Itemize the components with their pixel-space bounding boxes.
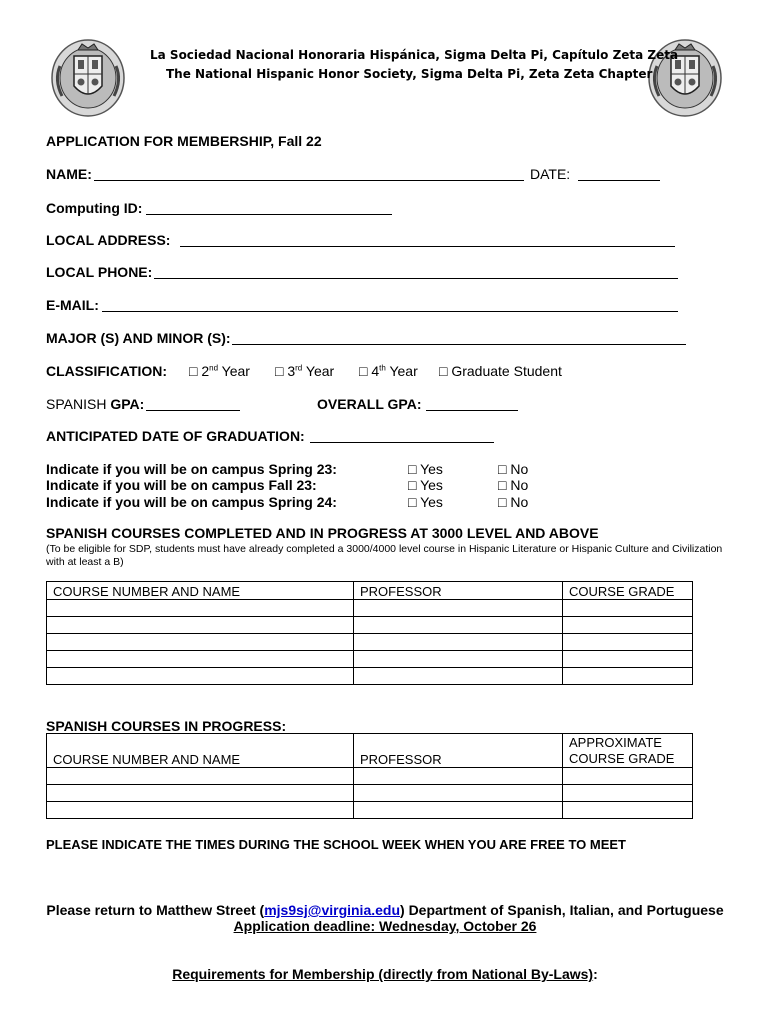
- table-cell[interactable]: [47, 802, 354, 819]
- classification-2nd-year-checkbox[interactable]: □ 2nd Year: [189, 363, 250, 379]
- column-header: [563, 734, 693, 768]
- table-row: [47, 668, 693, 685]
- table-cell[interactable]: [563, 617, 693, 634]
- completed-courses-note: (To be eligible for SDP, students must have already completed a 3000/4000 level course in Hispanic Literature or Hispanic Culture and Civilization with at least a B): [46, 543, 723, 568]
- column-header: COURSE GRADE: [563, 582, 693, 600]
- completed-courses-heading: SPANISH COURSES COMPLETED AND IN PROGRESS AT 3000 LEVEL AND ABOVE: [46, 525, 599, 541]
- table-cell[interactable]: [563, 668, 693, 685]
- spanish-gpa-label: SPANISH GPA:: [46, 396, 145, 412]
- spanish-gpa-field[interactable]: [146, 410, 240, 411]
- graduation-field[interactable]: [310, 442, 494, 443]
- name-field[interactable]: [94, 180, 524, 181]
- table-row: [47, 768, 693, 785]
- header-line-spanish: La Sociedad Nacional Honoraria Hispánica, Sigma Delta Pi, Capítulo Zeta Zeta: [150, 48, 679, 62]
- email-field[interactable]: [102, 311, 678, 312]
- local-address-label: LOCAL ADDRESS:: [46, 232, 171, 248]
- table-cell[interactable]: [354, 600, 563, 617]
- table-row: [47, 634, 693, 651]
- classification-graduate-checkbox[interactable]: □ Graduate Student: [439, 363, 562, 379]
- campus-question-label: Indicate if you will be on campus Spring 24:: [46, 494, 337, 510]
- column-header: COURSE NUMBER AND NAME: [47, 734, 354, 768]
- table-cell[interactable]: [47, 651, 354, 668]
- classification-label: CLASSIFICATION:: [46, 363, 168, 379]
- overall-gpa-label: OVERALL GPA:: [317, 396, 422, 412]
- table-row: [47, 785, 693, 802]
- free-times-heading: PLEASE INDICATE THE TIMES DURING THE SCHOOL WEEK WHEN YOU ARE FREE TO MEET: [46, 837, 626, 852]
- campus-no-checkbox[interactable]: □ No: [498, 494, 529, 510]
- local-phone-field[interactable]: [154, 278, 678, 279]
- header-line-english: The National Hispanic Honor Society, Sigma Delta Pi, Zeta Zeta Chapter: [166, 67, 653, 81]
- table-cell[interactable]: [354, 634, 563, 651]
- table-cell[interactable]: [47, 617, 354, 634]
- table-cell[interactable]: [47, 785, 354, 802]
- major-minor-label: MAJOR (S) AND MINOR (S):: [46, 330, 231, 346]
- campus-yes-checkbox[interactable]: □ Yes: [408, 461, 443, 477]
- table-cell[interactable]: [354, 668, 563, 685]
- campus-no-checkbox[interactable]: □ No: [498, 477, 529, 493]
- table-header-row: [47, 582, 693, 600]
- classification-3rd-year-checkbox[interactable]: □ 3rd Year: [275, 363, 335, 379]
- table-cell[interactable]: [563, 651, 693, 668]
- computing-id-label: Computing ID:: [46, 200, 143, 216]
- grade-header-line2: COURSE GRADE: [569, 751, 675, 766]
- form-title: APPLICATION FOR MEMBERSHIP, Fall 22: [46, 133, 322, 149]
- email-label: E-MAIL:: [46, 297, 99, 313]
- table-cell[interactable]: [563, 768, 693, 785]
- table-cell[interactable]: [47, 634, 354, 651]
- table-cell[interactable]: [354, 651, 563, 668]
- application-deadline: Application deadline: Wednesday, October 26: [233, 918, 537, 934]
- in-progress-table: [46, 733, 693, 819]
- classification-4th-year-checkbox[interactable]: □ 4th Year: [359, 363, 418, 379]
- table-cell[interactable]: [47, 768, 354, 785]
- graduation-label: ANTICIPATED DATE OF GRADUATION:: [46, 428, 305, 444]
- table-row: [47, 600, 693, 617]
- table-header-row: [47, 734, 693, 768]
- crest-left: [48, 36, 128, 120]
- table-cell[interactable]: [354, 785, 563, 802]
- date-label: DATE:: [530, 166, 571, 182]
- table-cell[interactable]: [563, 785, 693, 802]
- column-header: PROFESSOR: [354, 734, 563, 768]
- table-cell[interactable]: [563, 802, 693, 819]
- requirements-heading: Requirements for Membership (directly from National By-Laws):: [172, 966, 598, 982]
- table-row: [47, 802, 693, 819]
- column-header: PROFESSOR: [354, 582, 563, 600]
- table-cell[interactable]: [47, 600, 354, 617]
- campus-question-label: Indicate if you will be on campus Fall 23:: [46, 477, 317, 493]
- name-label: NAME:: [46, 166, 92, 182]
- campus-yes-checkbox[interactable]: □ Yes: [408, 494, 443, 510]
- major-minor-field[interactable]: [232, 344, 686, 345]
- campus-question-label: Indicate if you will be on campus Spring 23:: [46, 461, 337, 477]
- date-field[interactable]: [578, 180, 660, 181]
- contact-email-link[interactable]: mjs9sj@virginia.edu: [264, 902, 401, 918]
- table-row: [47, 651, 693, 668]
- local-address-field[interactable]: [180, 246, 675, 247]
- table-cell[interactable]: [47, 668, 354, 685]
- computing-id-field[interactable]: [146, 214, 392, 215]
- campus-no-checkbox[interactable]: □ No: [498, 461, 529, 477]
- return-instructions: Please return to Matthew Street (mjs9sj@virginia.edu) Department of Spanish, Italian, and Portuguese: [46, 902, 724, 918]
- table-cell[interactable]: [563, 600, 693, 617]
- table-cell[interactable]: [354, 617, 563, 634]
- table-row: [47, 617, 693, 634]
- table-cell[interactable]: [563, 634, 693, 651]
- grade-header-line1: APPROXIMATE: [569, 735, 662, 750]
- table-cell[interactable]: [354, 802, 563, 819]
- overall-gpa-field[interactable]: [426, 410, 518, 411]
- local-phone-label: LOCAL PHONE:: [46, 264, 153, 280]
- campus-yes-checkbox[interactable]: □ Yes: [408, 477, 443, 493]
- completed-courses-table: [46, 581, 693, 685]
- in-progress-heading: SPANISH COURSES IN PROGRESS:: [46, 718, 287, 734]
- column-header: COURSE NUMBER AND NAME: [47, 582, 354, 600]
- table-cell[interactable]: [354, 768, 563, 785]
